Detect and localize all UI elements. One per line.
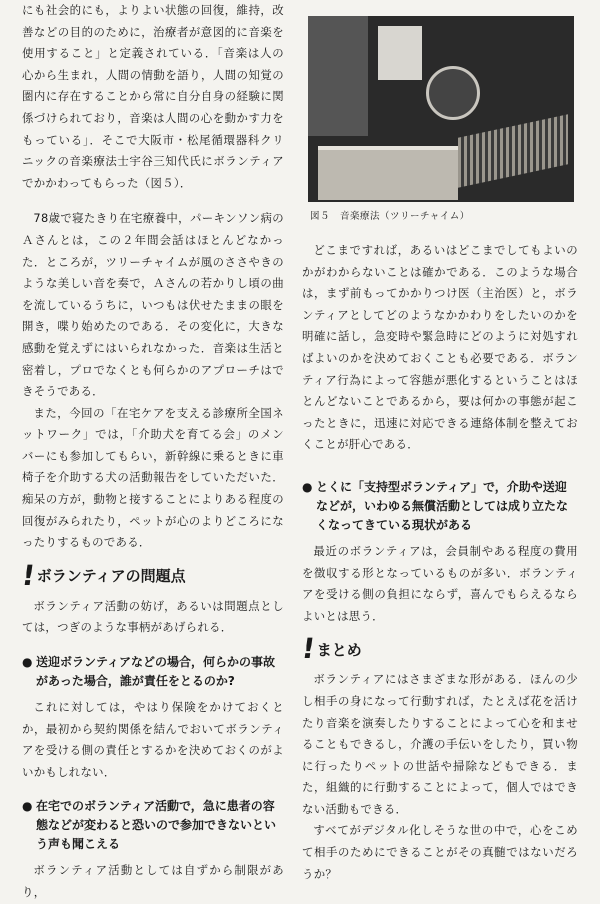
paragraph: すべてがデジタル化しそうな世の中で，心をこめて相手のためにできることがその真髄ではないだろうか？ <box>302 823 578 881</box>
exclamation-icon: ! <box>19 558 38 592</box>
figure-photo <box>308 16 574 202</box>
question-heading <box>22 797 284 854</box>
section-title: まとめ <box>316 640 362 659</box>
right-column <box>299 0 578 885</box>
paragraph: 78歳で寝たきり在宅療養中，パーキンソン病のＡさんとは，この２年間会話はほとんどなかった．ところが，ツリーチャイムが風のささやきのような美しい音を奏で，Ａさんの若かりし頃の曲を流しているうちに，いつもは伏せたままの眼を開き，喋り始めたのである．その変化に，大きな感動を覚えずにはいられなかった．音楽は生活と密着し，プロでなくとも何らかのアプローチはできそうである． <box>22 211 284 399</box>
paragraph: これに対しては，やはり保険をかけておくとか，最初から契約関係を結んでおいてボランティアを受ける側の責任とするかを決めておくのがよいかもしれない． <box>22 700 284 779</box>
paragraph: にも社会的にも，よりよい状態の回復，維持，改善などの目的のために，治療者が意図的に音楽を使用すること」と定義されている．「音楽は人の心から生まれ，人間の情動を語り，人間の知覚の圏内に存在することから常に自分自身の経験に関係づけられており，音楽は人間の心を動かす力をもっている」．そこで大阪市・松尾循環器科クリニックの音楽療法士宇谷三知代氏にボランティアでかかわってもらった（図５）． <box>22 3 284 190</box>
paragraph: どこまですれば，あるいはどこまでしてもよいのかがわからないことは確かである．このような場合は，まず前もってかかりつけ医（主治医）と，ボランティアとしてどのようなかかわりをしたいのかを明確に話し，急変時や緊急時にどのように対処すればよいのかを決めておくことも必要である．ボランティア行為によって容態が悪化するということはほとんどないことであるから，要は何かの事態が起こったときに，迅速に対応できる連絡体制を整えておくことが肝心である． <box>302 243 578 452</box>
paragraph: また，今回の「在宅ケアを支える診療所全国ネットワーク」では，「介助犬を育てる会」のメンバーにも参加してもらい，新幹線に乗るときに車椅子を介助する犬の活動報告をしていただいた．痴呆の方が，動物と接することによりある程度の回復がみられたり，ペットが心のよりどころになったりするものである． <box>22 405 284 550</box>
bullet-icon: ● <box>22 655 33 670</box>
bullet-icon: ● <box>302 479 313 494</box>
question-text: とくに「支持型ボランティア」で，介助や送迎などが，いわゆる無償活動としては成り立たなくなってきている現状がある <box>316 479 569 532</box>
tree-chime-shape <box>458 114 568 187</box>
paragraph: ボランティアにはさまざまな形がある．ほんの少し相手の身になって行動すれば，たとえば花を活けたり音楽を演奏したりすることによって心を和ませることもできるし，介護の手伝いをしたり，買い物に行ったりペットの世話や掃除などもできる．また，組織的に行動することによって，個人ではできない活動もできる． <box>302 672 578 816</box>
paragraph: ボランティア活動としては自ずから制限があり， <box>22 863 284 899</box>
calendar-shape <box>378 26 422 80</box>
section-title: ボランティアの問題点 <box>36 567 186 586</box>
question-text: 在宅でのボランティア活動で，急に患者の容態などが変わると恐いので参加できないという声も聞こえる <box>36 799 277 852</box>
question-heading <box>22 653 284 691</box>
paragraph: 最近のボランティアは，会員制やある程度の費用を徴収する形となっているものが多い．ボランティアを受ける側の負担にならず，喜んでもらえるならよいとは思う． <box>302 543 578 623</box>
figure-caption: 図５ 音楽療法（ツリーチャイム） <box>310 211 470 222</box>
bullet-icon: ● <box>22 799 33 814</box>
fan-shape <box>426 66 480 120</box>
question-heading <box>302 478 578 535</box>
window-shape <box>308 16 368 136</box>
paragraph: ボランティア活動の妨げ，あるいは問題点としては，つぎのような事柄があげられる． <box>22 598 284 635</box>
bed-shape <box>318 146 458 200</box>
exclamation-icon: ! <box>299 632 318 666</box>
question-text: 送迎ボランティアなどの場合，何らかの事故があった場合，誰が責任をとるのか? <box>36 655 276 689</box>
section-heading <box>19 558 284 592</box>
section-heading <box>299 632 578 666</box>
left-column <box>19 0 284 904</box>
